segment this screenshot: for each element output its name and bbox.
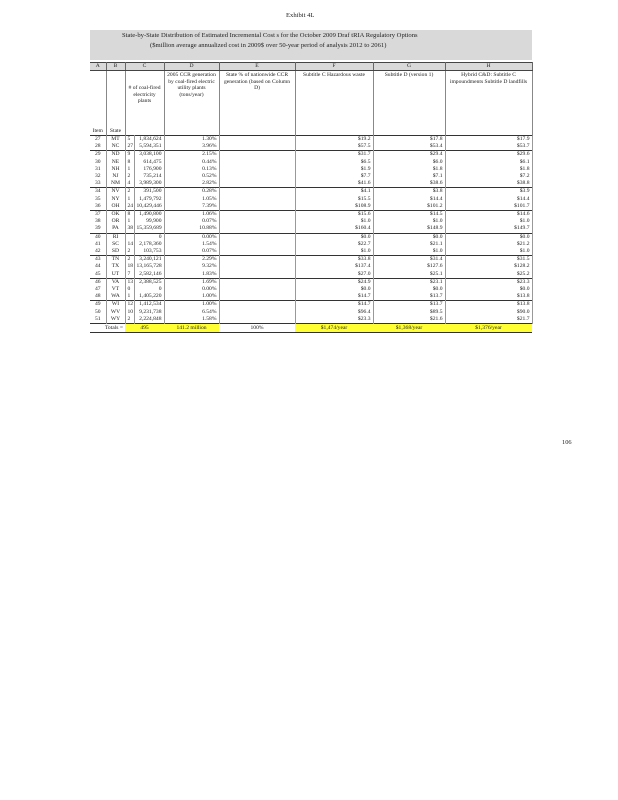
exhibit-title: State-by-State Distribution of Estimated Incremental Cost s for the October 2009 Draf tRIA Regulatory Options [122,32,418,39]
item-cell: 48 [90,293,106,301]
pct-cell: 0.00% [164,233,219,241]
item-cell: 44 [90,263,106,270]
hybrid-cell: $90.0 [445,309,532,316]
subtitle-c-cell: $160.4 [295,225,373,233]
table-row [90,196,532,203]
state-cell: NC [106,143,125,151]
totals-pct: 100% [219,324,295,333]
plants-cell: 18 [125,263,134,270]
column-letter: G [373,63,445,71]
state-cell: NJ [106,173,125,180]
item-cell: 29 [90,151,106,159]
ccr-cell: 3,989,300 [134,180,164,188]
subtitle-c-cell: $1.0 [295,248,373,256]
blank-cell [219,241,295,248]
column-letter: E [219,63,295,71]
pct-cell: 0.52% [164,173,219,180]
plants-cell: 12 [125,301,134,309]
ccr-cell: 9,231,738 [134,309,164,316]
subtitle-c-cell: $14.7 [295,293,373,301]
state-cell: SD [106,248,125,256]
item-cell: 43 [90,256,106,264]
totals-row [90,324,532,333]
item-cell: 30 [90,159,106,166]
header-item: Item [90,71,106,136]
hybrid-cell: $1.8 [445,166,532,173]
ccr-cell: 13,165,728 [134,263,164,270]
plants-cell: 10 [125,309,134,316]
subtitle-c-cell: $1.9 [295,166,373,173]
item-cell: 31 [90,166,106,173]
ccr-cell: 735,214 [134,173,164,180]
subtitle-c-cell: $19.2 [295,136,373,144]
hybrid-cell: $7.2 [445,173,532,180]
item-cell: 38 [90,218,106,225]
item-cell: 37 [90,211,106,219]
blank-cell [219,180,295,188]
hybrid-cell: $14.6 [445,211,532,219]
table-row [90,241,532,248]
plants-cell: 5 [125,136,134,144]
item-cell: 39 [90,225,106,233]
subtitle-c-cell: $22.7 [295,241,373,248]
item-cell: 35 [90,196,106,203]
hybrid-cell: $21.7 [445,316,532,324]
subtitle-c-cell: $4.1 [295,188,373,196]
hybrid-cell: $1.0 [445,218,532,225]
ccr-cell: 1,490,800 [134,211,164,219]
state-cell: WA [106,293,125,301]
subtitle-d-cell: $38.6 [373,180,445,188]
ccr-cell: 2,388,525 [134,278,164,286]
state-cell: TX [106,263,125,270]
state-cell: OK [106,211,125,219]
state-cell: SC [106,241,125,248]
hybrid-cell: $17.9 [445,136,532,144]
subtitle-c-cell: $14.7 [295,301,373,309]
plants-cell [125,233,134,241]
subtitle-d-cell: $21.1 [373,241,445,248]
plants-cell: 1 [125,218,134,225]
pct-cell: 10.88% [164,225,219,233]
subtitle-c-cell: $33.8 [295,256,373,264]
header-subtitle-c: Subtitle C Hazardous waste [295,71,373,136]
state-cell: OH [106,203,125,211]
hybrid-cell: $101.7 [445,203,532,211]
exhibit-subtitle: ($million average annualized cost in 2009$ over 50-year period of analysis 2012 to 2061) [150,42,387,49]
subtitle-c-cell: $57.5 [295,143,373,151]
subtitle-c-cell: $41.6 [295,180,373,188]
subtitle-c-cell: $27.0 [295,271,373,279]
state-cell: PA [106,225,125,233]
state-cell: VA [106,278,125,286]
subtitle-c-cell: $108.9 [295,203,373,211]
pct-cell: 6.54% [164,309,219,316]
state-cell: WY [106,316,125,324]
item-cell: 34 [90,188,106,196]
blank-cell [219,136,295,144]
table-row [90,211,532,219]
pct-cell: 1.30% [164,136,219,144]
subtitle-d-cell: $0.0 [373,286,445,293]
subtitle-d-cell: $53.4 [373,143,445,151]
header-plants: # of coal-fired electricity plants [125,71,164,136]
plants-cell: 8 [125,211,134,219]
state-cell: WV [106,309,125,316]
hybrid-cell: $0.0 [445,286,532,293]
subtitle-d-cell: $6.0 [373,159,445,166]
ccr-cell: 391,500 [134,188,164,196]
subtitle-c-cell: $1.0 [295,218,373,225]
state-cell: WI [106,301,125,309]
subtitle-d-cell: $89.5 [373,309,445,316]
pct-cell: 0.28% [164,188,219,196]
table-row [90,203,532,211]
blank-cell [219,278,295,286]
ccr-cell: 3,240,121 [134,256,164,264]
ccr-cell: 1,479,792 [134,196,164,203]
subtitle-d-cell: $13.7 [373,301,445,309]
plants-cell: 2 [125,188,134,196]
item-cell: 42 [90,248,106,256]
plants-cell: 38 [125,225,134,233]
table-row [90,316,532,324]
table-row [90,248,532,256]
blank-cell [219,256,295,264]
subtitle-d-cell: $127.6 [373,263,445,270]
ccr-cell: 2,224,848 [134,316,164,324]
header-state-pct: State % of nationwide CCR generation (based on Column D) [219,71,295,136]
header-ccr-generation: 2005 CCR generation by coal-fired electric utility plants (tons/year) [164,71,219,136]
hybrid-cell: $21.2 [445,241,532,248]
blank-cell [219,271,295,279]
blank-cell [219,151,295,159]
table-row [90,218,532,225]
subtitle-d-cell: $31.4 [373,256,445,264]
ccr-cell: 1,412,534 [134,301,164,309]
plants-cell: 2 [125,316,134,324]
hybrid-cell: $128.2 [445,263,532,270]
item-cell: 46 [90,278,106,286]
item-cell: 45 [90,271,106,279]
state-cell: NV [106,188,125,196]
table-row [90,136,532,144]
subtitle-d-cell: $7.1 [373,173,445,180]
item-cell: 41 [90,241,106,248]
item-cell: 51 [90,316,106,324]
ccr-cell: 103,753 [134,248,164,256]
plants-cell: 24 [125,203,134,211]
hybrid-cell: $25.2 [445,271,532,279]
ccr-cell: 1,405,220 [134,293,164,301]
cost-distribution-table [90,62,533,333]
subtitle-d-cell: $3.8 [373,188,445,196]
hybrid-cell: $13.8 [445,301,532,309]
subtitle-c-cell: $96.4 [295,309,373,316]
table-row [90,233,532,241]
table-row [90,263,532,270]
ccr-cell: 2,178,360 [134,241,164,248]
pct-cell: 0.44% [164,159,219,166]
table-row [90,286,532,293]
table-row [90,188,532,196]
subtitle-d-cell: $13.7 [373,293,445,301]
blank-cell [219,316,295,324]
subtitle-c-cell: $31.7 [295,151,373,159]
hybrid-cell: $38.8 [445,180,532,188]
header-subtitle-d: Subtitle D (version 1) [373,71,445,136]
state-cell: RI [106,233,125,241]
blank-cell [219,143,295,151]
subtitle-c-cell: $15.6 [295,211,373,219]
state-cell: UT [106,271,125,279]
blank-cell [219,309,295,316]
subtitle-d-cell: $0.0 [373,233,445,241]
table-row [90,271,532,279]
item-cell: 27 [90,136,106,144]
ccr-cell: 176,900 [134,166,164,173]
subtitle-c-cell: $6.5 [295,159,373,166]
plants-cell: 7 [125,271,134,279]
item-cell: 50 [90,309,106,316]
subtitle-d-cell: $1.0 [373,218,445,225]
column-letter: H [445,63,532,71]
plants-cell: 27 [125,143,134,151]
item-cell: 33 [90,180,106,188]
hybrid-cell: $6.1 [445,159,532,166]
column-header-row [90,71,532,136]
plants-cell: 2 [125,173,134,180]
state-cell: NY [106,196,125,203]
pct-cell: 0.07% [164,248,219,256]
column-letter: A [90,63,106,71]
subtitle-d-cell: $1.0 [373,248,445,256]
item-cell: 47 [90,286,106,293]
plants-cell: 4 [125,180,134,188]
subtitle-c-cell: $0.0 [295,233,373,241]
plants-cell: 9 [125,151,134,159]
totals-plants: 495 [125,324,164,333]
column-letter: F [295,63,373,71]
totals-ccr: 141.2 million [164,324,219,333]
ccr-cell: 614,475 [134,159,164,166]
subtitle-d-cell: $21.6 [373,316,445,324]
totals-subtitle-c: $1,474/year [295,324,373,333]
state-cell: OR [106,218,125,225]
state-cell: NM [106,180,125,188]
subtitle-d-cell: $29.4 [373,151,445,159]
table-row [90,309,532,316]
hybrid-cell: $29.6 [445,151,532,159]
blank-cell [219,188,295,196]
hybrid-cell: $23.3 [445,278,532,286]
hybrid-cell: $13.8 [445,293,532,301]
hybrid-cell: $53.7 [445,143,532,151]
state-cell: ND [106,151,125,159]
ccr-cell: 0 [134,286,164,293]
hybrid-cell: $3.9 [445,188,532,196]
pct-cell: 3.96% [164,143,219,151]
column-letter: C [125,63,164,71]
pct-cell: 7.39% [164,203,219,211]
column-letter: B [106,63,125,71]
item-cell: 49 [90,301,106,309]
page-number: 106 [562,439,572,446]
table-row [90,293,532,301]
blank-cell [219,233,295,241]
ccr-cell: 1,834,624 [134,136,164,144]
blank-cell [219,301,295,309]
pct-cell: 1.05% [164,196,219,203]
header-state: State [106,71,125,136]
pct-cell: 0.13% [164,166,219,173]
ccr-cell: 10,429,446 [134,203,164,211]
pct-cell: 1.83% [164,271,219,279]
blank-cell [219,166,295,173]
plants-cell: 1 [125,293,134,301]
blank-cell [219,196,295,203]
column-letter: D [164,63,219,71]
totals-label: Totals = [90,324,125,333]
table-row [90,159,532,166]
pct-cell: 2.29% [164,256,219,264]
pct-cell: 1.69% [164,278,219,286]
blank-cell [219,293,295,301]
header-hybrid: Hybrid C&D: Subtitle C impoundments Subtitle D landfills [445,71,532,136]
ccr-cell: 99,900 [134,218,164,225]
subtitle-d-cell: $14.4 [373,196,445,203]
table-row [90,225,532,233]
subtitle-c-cell: $23.3 [295,316,373,324]
subtitle-d-cell: $14.5 [373,211,445,219]
subtitle-d-cell: $17.8 [373,136,445,144]
pct-cell: 0.00% [164,286,219,293]
subtitle-c-cell: $24.9 [295,278,373,286]
blank-cell [219,211,295,219]
subtitle-d-cell: $23.1 [373,278,445,286]
blank-cell [219,263,295,270]
ccr-cell: 5,594,351 [134,143,164,151]
item-cell: 36 [90,203,106,211]
ccr-cell: 3,038,100 [134,151,164,159]
column-letter-row [90,63,532,71]
state-cell: NH [106,166,125,173]
plants-cell: 2 [125,256,134,264]
table-row [90,301,532,309]
table-row [90,256,532,264]
subtitle-c-cell: $137.4 [295,263,373,270]
item-cell: 32 [90,173,106,180]
state-cell: VT [106,286,125,293]
pct-cell: 2.15% [164,151,219,159]
pct-cell: 1.06% [164,211,219,219]
table-row [90,278,532,286]
pct-cell: 1.54% [164,241,219,248]
blank-cell [219,159,295,166]
totals-hybrid: $1,376/year [445,324,532,333]
blank-cell [219,173,295,180]
totals-subtitle-d: $1,368/year [373,324,445,333]
blank-cell [219,248,295,256]
blank-cell [219,203,295,211]
pct-cell: 1.58% [164,316,219,324]
plants-cell: 8 [125,159,134,166]
pct-cell: 0.07% [164,218,219,225]
plants-cell: 0 [125,286,134,293]
blank-cell [219,286,295,293]
table-row [90,151,532,159]
hybrid-cell: $31.5 [445,256,532,264]
plants-cell: 2 [125,248,134,256]
subtitle-d-cell: $148.9 [373,225,445,233]
subtitle-c-cell: $7.7 [295,173,373,180]
plants-cell: 1 [125,166,134,173]
pct-cell: 9.32% [164,263,219,270]
state-cell: MT [106,136,125,144]
hybrid-cell: $0.0 [445,233,532,241]
table-row [90,166,532,173]
plants-cell: 1 [125,196,134,203]
blank-cell [219,225,295,233]
exhibit-label: Exhibit 4L [286,12,315,19]
hybrid-cell: $149.7 [445,225,532,233]
ccr-cell: 0 [134,233,164,241]
hybrid-cell: $14.4 [445,196,532,203]
plants-cell: 13 [125,278,134,286]
item-cell: 40 [90,233,106,241]
table-row [90,143,532,151]
state-cell: TN [106,256,125,264]
ccr-cell: 2,582,146 [134,271,164,279]
hybrid-cell: $1.0 [445,248,532,256]
pct-cell: 1.00% [164,293,219,301]
pct-cell: 1.00% [164,301,219,309]
table-row [90,173,532,180]
subtitle-d-cell: $1.8 [373,166,445,173]
subtitle-c-cell: $0.0 [295,286,373,293]
ccr-cell: 15,359,689 [134,225,164,233]
pct-cell: 2.82% [164,180,219,188]
plants-cell: 14 [125,241,134,248]
subtitle-c-cell: $15.5 [295,196,373,203]
subtitle-d-cell: $101.2 [373,203,445,211]
table-row [90,180,532,188]
state-cell: NE [106,159,125,166]
blank-cell [219,218,295,225]
subtitle-d-cell: $25.1 [373,271,445,279]
item-cell: 28 [90,143,106,151]
